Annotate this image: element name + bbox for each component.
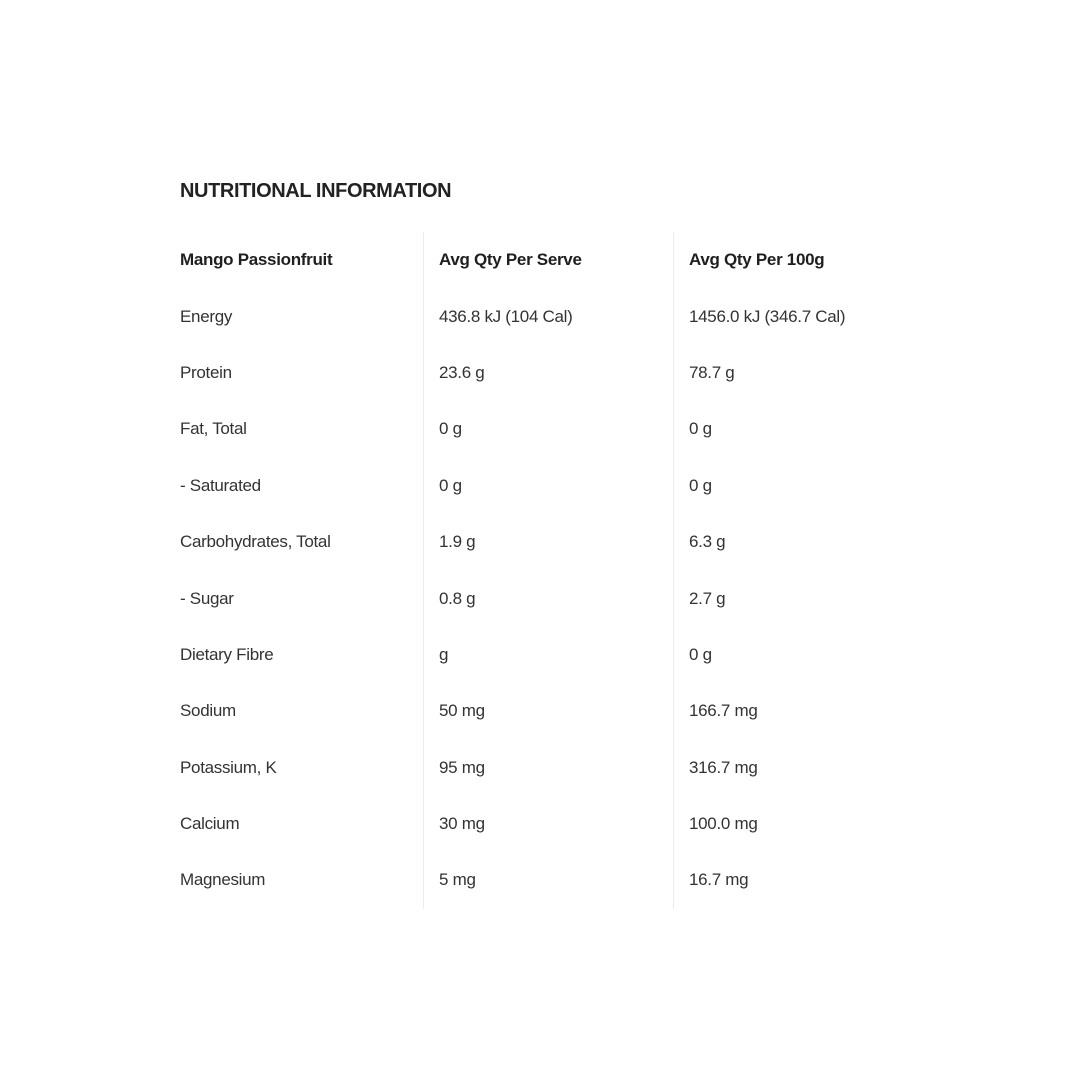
per-serve-value: 50 mg	[439, 701, 485, 721]
per-100g-value: 0 g	[689, 475, 712, 495]
nutrient-name: Calcium	[180, 814, 240, 834]
nutrient-name: Protein	[180, 362, 232, 382]
per-serve-value: 95 mg	[439, 757, 485, 777]
column-header-per-100g: Avg Qty Per 100g	[689, 250, 825, 270]
table-row	[180, 345, 940, 401]
page-title: NUTRITIONAL INFORMATION	[180, 180, 452, 202]
nutrient-name: Potassium, K	[180, 757, 277, 777]
table-row	[180, 683, 940, 739]
table-header-row	[180, 232, 940, 288]
table-row	[180, 514, 940, 570]
nutrient-name: Dietary Fibre	[180, 644, 274, 664]
table-row	[180, 627, 940, 683]
table-row	[180, 458, 940, 514]
column-divider	[673, 232, 674, 909]
table-row	[180, 740, 940, 796]
table-row	[180, 796, 940, 852]
per-100g-value: 2.7 g	[689, 588, 726, 608]
per-serve-value: 1.9 g	[439, 532, 476, 552]
table-row	[180, 288, 940, 344]
table-row	[180, 570, 940, 626]
per-100g-value: 0 g	[689, 419, 712, 439]
per-100g-value: 166.7 mg	[689, 701, 758, 721]
per-100g-value: 1456.0 kJ (346.7 Cal)	[689, 306, 846, 326]
per-serve-value: 5 mg	[439, 870, 476, 890]
nutrient-name: Magnesium	[180, 870, 266, 890]
per-100g-value: 316.7 mg	[689, 757, 758, 777]
nutrient-name: - Saturated	[180, 475, 261, 495]
per-100g-value: 6.3 g	[689, 532, 726, 552]
nutrient-name: Energy	[180, 306, 233, 326]
column-header-product: Mango Passionfruit	[180, 250, 333, 270]
per-serve-value: 30 mg	[439, 814, 485, 834]
per-100g-value: 16.7 mg	[689, 870, 749, 890]
nutrient-name: Carbohydrates, Total	[180, 532, 331, 552]
per-serve-value: 23.6 g	[439, 362, 485, 382]
table-row	[180, 852, 940, 908]
column-header-per-serve: Avg Qty Per Serve	[439, 250, 582, 270]
per-serve-value: g	[439, 644, 449, 664]
per-100g-value: 78.7 g	[689, 362, 735, 382]
per-serve-value: 436.8 kJ (104 Cal)	[439, 306, 573, 326]
nutrition-panel	[180, 176, 940, 909]
per-serve-value: 0 g	[439, 419, 462, 439]
table-row	[180, 401, 940, 457]
nutrition-table	[180, 232, 940, 909]
per-100g-value: 0 g	[689, 644, 712, 664]
nutrient-name: Fat, Total	[180, 419, 247, 439]
per-serve-value: 0 g	[439, 475, 462, 495]
column-divider	[423, 232, 424, 909]
per-100g-value: 100.0 mg	[689, 814, 758, 834]
nutrient-name: - Sugar	[180, 588, 234, 608]
per-serve-value: 0.8 g	[439, 588, 476, 608]
nutrient-name: Sodium	[180, 701, 236, 721]
